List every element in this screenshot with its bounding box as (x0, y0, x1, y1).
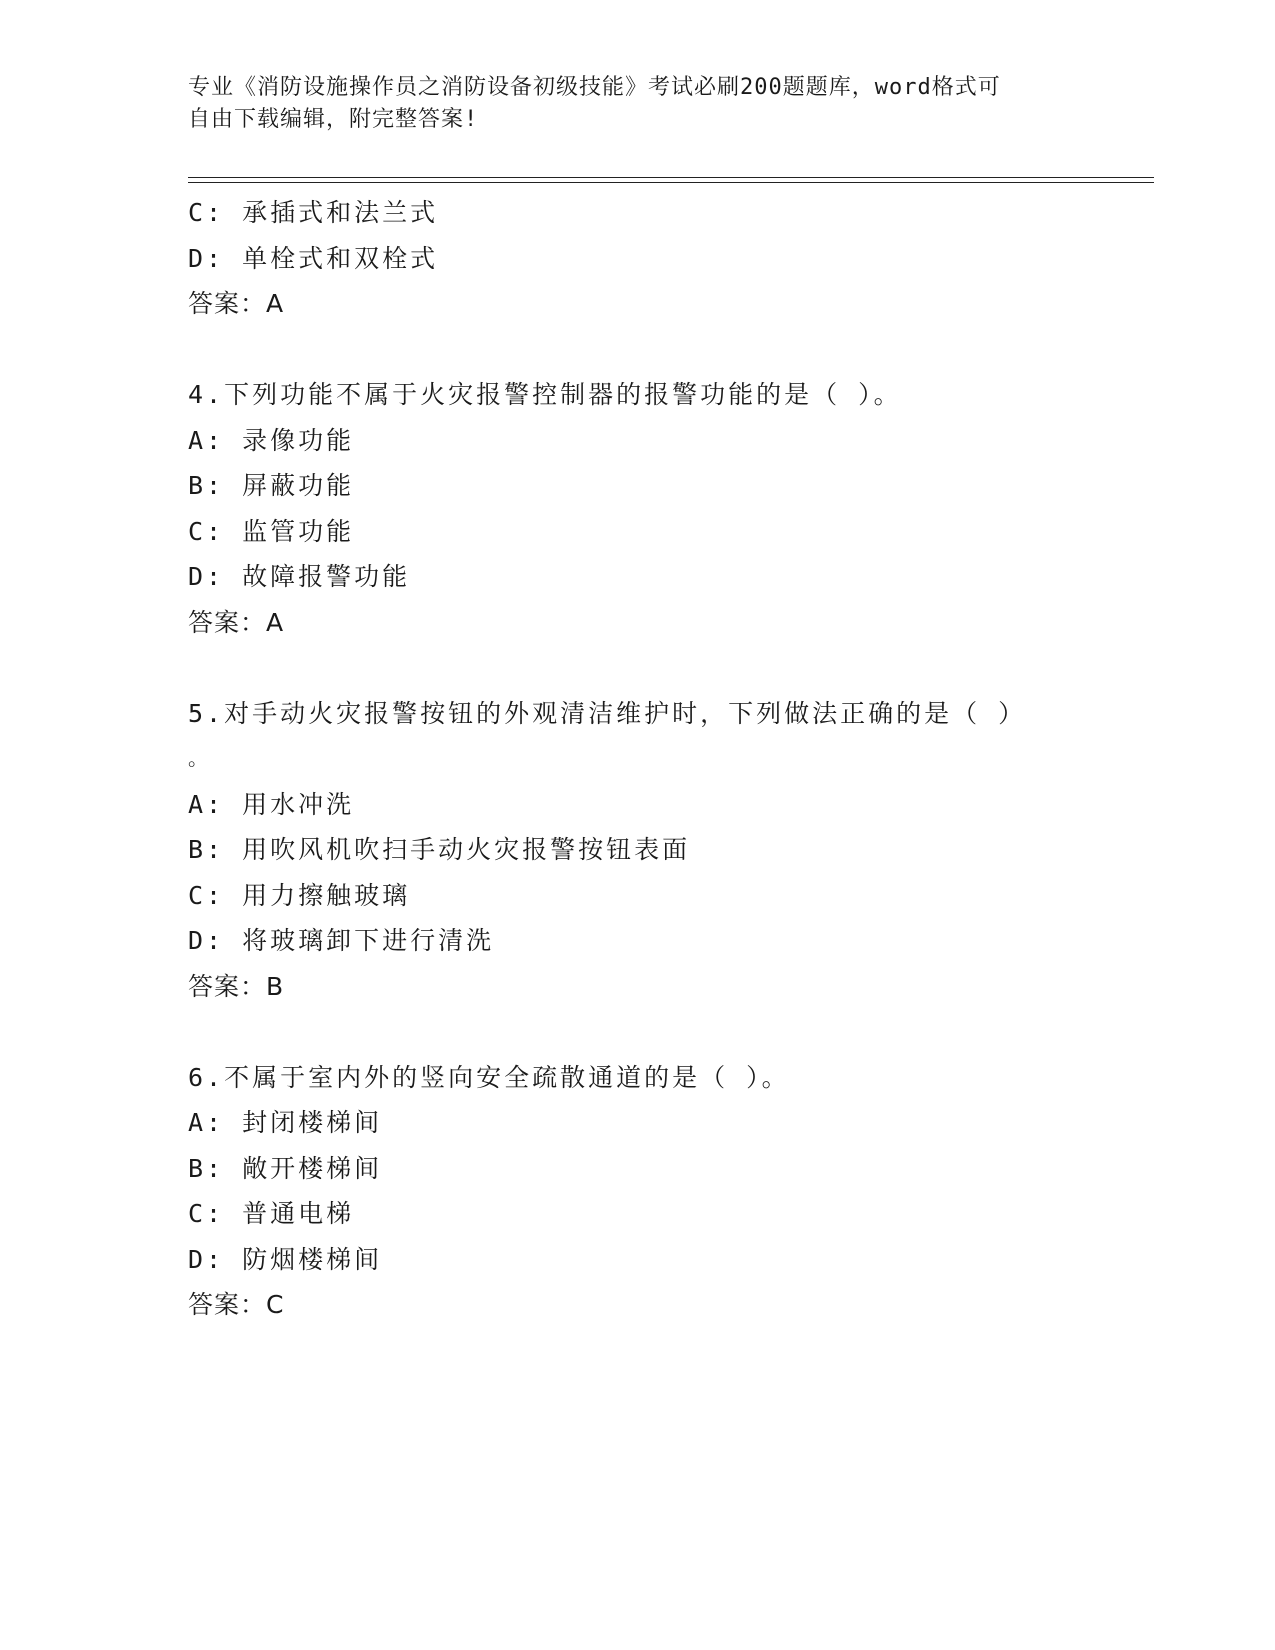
option-d: D: 故障报警功能 (188, 562, 411, 591)
question-list (188, 190, 1088, 1328)
option-c: C: 用力擦触玻璃 (188, 880, 411, 910)
option-d: D: 单栓式和双栓式 (188, 243, 439, 273)
question-5 (188, 691, 1088, 1010)
answer-line: 答案：A (188, 289, 285, 318)
question-stem: 5.对手动火灾报警按钮的外观清洁维护时，下列做法正确的是（ ） (188, 698, 1027, 728)
option-c: C: 普通电梯 (188, 1199, 355, 1228)
option-d: D: 防烟楼梯间 (188, 1244, 383, 1274)
carryover-question (188, 190, 1088, 327)
option-a: A: 录像功能 (188, 425, 355, 455)
option-a: A: 用水冲洗 (188, 789, 355, 819)
header-line-1: 专业《消防设施操作员之消防设备初级技能》考试必刷200题题库，word格式可 (188, 75, 1001, 100)
header-line-2: 自由下载编辑，附完整答案! (188, 107, 479, 132)
option-b: B: 敞开楼梯间 (188, 1153, 383, 1183)
question-stem-continuation: 。 (188, 746, 211, 770)
question-gap (188, 1009, 1088, 1055)
answer-line: 答案：A (188, 607, 285, 637)
question-stem: 6.不属于室内外的竖向安全疏散通道的是（ ）。 (188, 1062, 790, 1092)
header-divider-top (188, 177, 1154, 178)
option-c: C: 承插式和法兰式 (188, 198, 439, 227)
question-gap (188, 645, 1088, 691)
header-divider-bottom (188, 182, 1154, 183)
question-gap (188, 327, 1088, 373)
option-d: D: 将玻璃卸下进行清洗 (188, 926, 495, 955)
answer-line: 答案：B (188, 971, 285, 1001)
document-header (188, 72, 1068, 136)
option-b: B: 屏蔽功能 (188, 471, 355, 500)
option-a: A: 封闭楼梯间 (188, 1108, 383, 1137)
option-c: C: 监管功能 (188, 516, 355, 546)
question-4 (188, 372, 1088, 645)
option-b: B: 用吹风机吹扫手动火灾报警按钮表面 (188, 835, 691, 864)
question-6 (188, 1055, 1088, 1328)
answer-line: 答案：C (188, 1290, 285, 1319)
question-stem: 4.下列功能不属于火灾报警控制器的报警功能的是（ ）。 (188, 380, 902, 409)
